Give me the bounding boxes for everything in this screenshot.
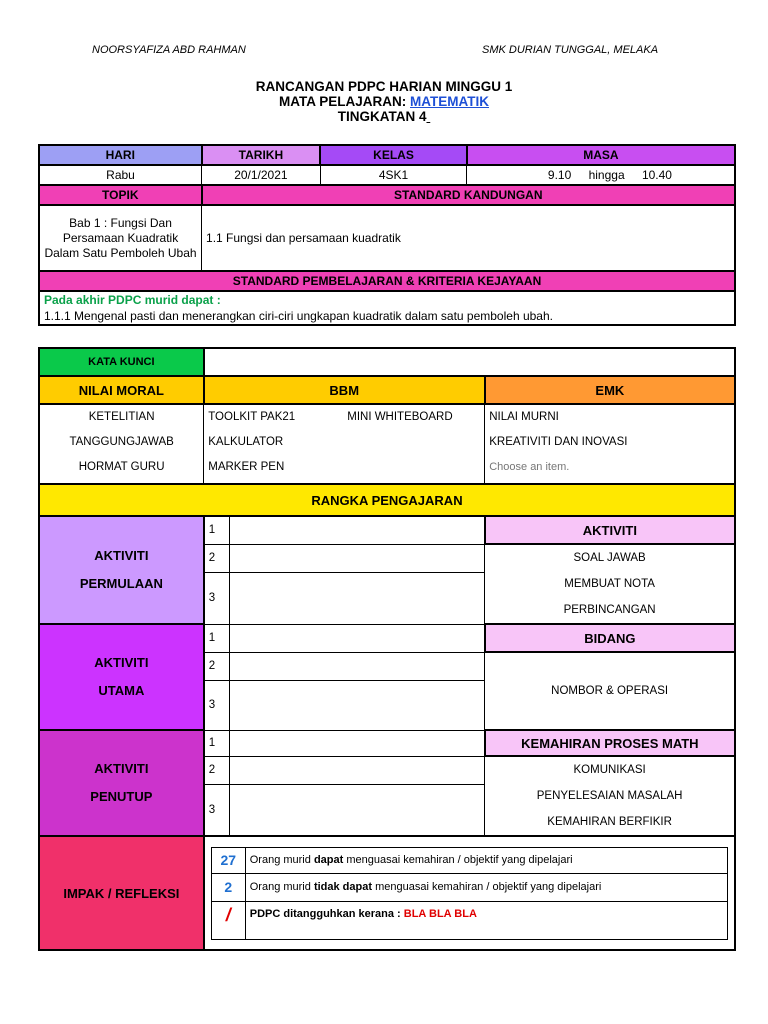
utama-label-line-1: AKTIVITI	[94, 655, 149, 670]
tarikh-value[interactable]: 20/1/2021	[202, 165, 321, 185]
permulaan-label	[39, 516, 204, 624]
nilai-item: KETELITIAN	[88, 411, 155, 423]
bbm-item: MINI WHITEBOARD	[347, 411, 453, 423]
tangguh-reason[interactable]: BLA BLA BLA	[403, 907, 477, 920]
emk-list[interactable]	[485, 404, 735, 484]
sk-header: STANDARD KANDUNGAN	[202, 185, 735, 205]
tangguh-mark[interactable]: /	[211, 901, 245, 939]
utama-step-3[interactable]	[230, 680, 485, 730]
dapat-count[interactable]: 27	[211, 847, 245, 873]
bbm-list[interactable]	[204, 404, 485, 484]
impak-label: IMPAK / REFLEKSI	[39, 836, 204, 950]
step-number: 1	[204, 730, 230, 756]
step-number: 2	[204, 756, 230, 784]
tangguh-text	[245, 901, 727, 939]
kemahiran-item: KOMUNIKASI	[573, 764, 646, 776]
form-label: TINGKATAN 4	[337, 109, 427, 124]
kemahiran-item: KEMAHIRAN BERFIKIR	[547, 816, 672, 828]
tidak-bold: tidak dapat	[313, 881, 373, 893]
kemahiran-list[interactable]	[485, 756, 735, 836]
step-number: 3	[204, 784, 230, 836]
penutup-label-line-2: PENUTUP	[90, 789, 153, 804]
hari-value[interactable]: Rabu	[39, 165, 202, 185]
penutup-step-2[interactable]	[230, 756, 485, 784]
step-number: 3	[204, 680, 230, 730]
penutup-step-3[interactable]	[230, 784, 485, 836]
aktiviti-list[interactable]	[485, 544, 735, 624]
sk-value[interactable]: 1.1 Fungsi dan persamaan kuadratik	[202, 205, 735, 271]
nilai-moral-header: NILAI MORAL	[39, 376, 204, 404]
teacher-name: NOORSYAFIZA ABD RAHMAN	[92, 44, 246, 56]
step-number: 2	[204, 652, 230, 680]
kelas-header: KELAS	[320, 145, 467, 165]
aktiviti-item: SOAL JAWAB	[573, 552, 646, 564]
utama-label-line-2: UTAMA	[98, 683, 145, 698]
title-line-1: RANCANGAN PDPC HARIAN MINGGU 1	[255, 79, 513, 94]
emk-header: EMK	[485, 376, 735, 404]
emk-dropdown[interactable]: Choose an item.	[489, 461, 570, 473]
dapat-pre: Orang murid	[249, 854, 314, 866]
penutup-step-1[interactable]	[230, 730, 485, 756]
kelas-value[interactable]: 4SK1	[320, 165, 467, 185]
dapat-bold: dapat	[313, 854, 344, 866]
bidang-value[interactable]: NOMBOR & OPERASI	[485, 652, 735, 730]
title-line-2	[0, 94, 768, 109]
kemahiran-item: PENYELESAIAN MASALAH	[536, 790, 683, 802]
dapat-text	[245, 847, 727, 873]
rangka-header: RANGKA PENGAJARAN	[39, 484, 735, 516]
kemahiran-header: KEMAHIRAN PROSES MATH	[485, 730, 735, 756]
step-number: 1	[204, 624, 230, 652]
bbm-item: KALKULATOR	[208, 436, 284, 448]
bbm-item: MARKER PEN	[208, 461, 285, 473]
tidak-text	[245, 873, 727, 901]
permulaan-step-1[interactable]	[230, 516, 485, 544]
permulaan-label-line-2: PERMULAAN	[79, 576, 163, 591]
nilai-list[interactable]	[39, 404, 204, 484]
info-table	[38, 144, 736, 326]
tarikh-header: TARIKH	[202, 145, 321, 165]
penutup-label	[39, 730, 204, 836]
tidak-pre: Orang murid	[249, 881, 314, 893]
aktiviti-header: AKTIVITI	[485, 516, 735, 544]
page-title	[0, 79, 768, 124]
aktiviti-item: PERBINCANGAN	[563, 604, 656, 616]
topik-header: TOPIK	[39, 185, 202, 205]
dapat-post: menguasai kemahiran / objektif yang dipelajari	[343, 854, 573, 866]
subject-prefix: MATA PELAJARAN:	[279, 94, 407, 109]
bbm-header: BBM	[204, 376, 485, 404]
step-number: 2	[204, 544, 230, 573]
nilai-item: HORMAT GURU	[78, 461, 165, 473]
topik-value[interactable]: Bab 1 : Fungsi Dan Persamaan Kuadratik Dalam Satu Pemboleh Ubah	[39, 205, 202, 271]
utama-label	[39, 624, 204, 730]
tidak-post: menguasai kemahiran / objektif yang dipelajari	[372, 881, 602, 893]
masa-value[interactable]	[467, 165, 735, 185]
emk-item: KREATIVITI DAN INOVASI	[489, 436, 628, 448]
step-number: 3	[204, 573, 230, 624]
aktiviti-item: MEMBUAT NOTA	[564, 578, 655, 590]
tidak-count[interactable]: 2	[211, 873, 245, 901]
sp-intro: Pada akhir PDPC murid dapat :	[44, 293, 221, 307]
utama-step-2[interactable]	[230, 652, 485, 680]
permulaan-step-2[interactable]	[230, 544, 485, 573]
hari-header: HARI	[39, 145, 202, 165]
emk-item: NILAI MURNI	[489, 411, 559, 423]
masa-to: 10.40	[641, 168, 672, 182]
masa-from: 9.10	[547, 168, 572, 182]
masa-separator: hingga	[588, 168, 625, 182]
sp-cell[interactable]	[39, 291, 735, 325]
utama-step-1[interactable]	[230, 624, 485, 652]
impak-cell	[204, 836, 735, 950]
school-name: SMK DURIAN TUNGGAL, MELAKA	[482, 44, 659, 56]
bidang-header: BIDANG	[485, 624, 735, 652]
sp-header: STANDARD PEMBELAJARAN & KRITERIA KEJAYAAN	[39, 271, 735, 291]
kata-kunci-header: KATA KUNCI	[39, 348, 204, 376]
kata-kunci-value[interactable]	[204, 348, 735, 376]
permulaan-label-line-1: AKTIVITI	[94, 548, 149, 563]
plan-table	[38, 347, 736, 951]
step-number: 1	[204, 516, 230, 544]
masa-header: MASA	[467, 145, 735, 165]
permulaan-step-3[interactable]	[230, 573, 485, 624]
tangguh-label: PDPC ditangguhkan kerana :	[249, 907, 404, 920]
penutup-label-line-1: AKTIVITI	[94, 761, 149, 776]
impak-table	[211, 847, 728, 940]
sp-text: 1.1.1 Mengenal pasti dan menerangkan ciri-ciri ungkapan kuadratik dalam satu pemboleh ubah.	[44, 309, 553, 323]
subject-link[interactable]: MATEMATIK	[410, 94, 489, 109]
bbm-item: TOOLKIT PAK21	[208, 411, 296, 423]
nilai-item: TANGGUNGJAWAB	[69, 436, 174, 448]
title-line-3	[0, 109, 768, 124]
